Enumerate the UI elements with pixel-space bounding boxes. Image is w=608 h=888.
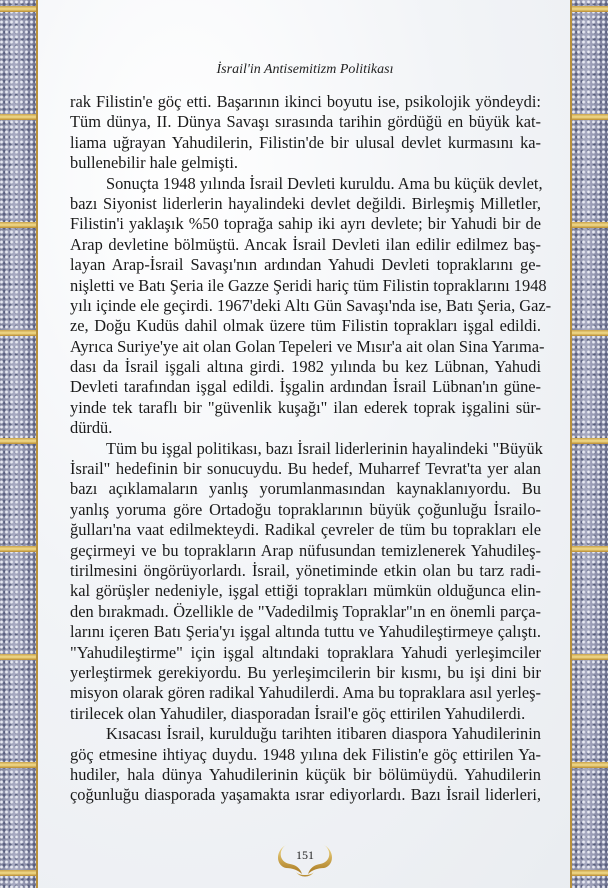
- text-line: Sonuçta 1948 yılında İsrail Devleti kuruldu. Ama bu küçük devlet,: [106, 173, 543, 193]
- text-line: Filistin'i yaklaşık %50 toprağa sahip iki ayrı devlete; bir Yahudi bir de: [70, 214, 541, 234]
- text-line: liama uğrayan Yahudilerin, Filistin'de bir ulusal devlet kurmasını ka-: [70, 132, 541, 152]
- right-marble-pillar-border: [570, 0, 608, 888]
- paragraph: [70, 173, 552, 439]
- text-line: İsrail" hedefinin bir sonucuydu. Bu hedef, Muharref Tevrat'ta yer alan: [70, 459, 541, 479]
- text-line: misyon olarak gören radikal Yahudilerdi. Ama bu topraklara asıl yerleş-: [70, 683, 541, 703]
- text-line: dası da İsrail işgali altına girdi. 1982 yılında bu kez Lübnan, Yahudi: [70, 357, 541, 377]
- text-line: dürdü.: [70, 418, 113, 438]
- paragraph: [70, 724, 541, 806]
- body-text: [70, 92, 552, 806]
- paragraph: [70, 92, 541, 174]
- text-line: bazı Siyonist liderlerin hayalindeki devlet değildi. Birleşmiş Milletler,: [70, 193, 541, 213]
- text-line: bazı açıklamaların yanlış yorumlanmasından kaynaklanıyordu. Bu: [70, 479, 541, 499]
- text-line: Tüm bu işgal politikası, bazı İsrail liderlerinin hayalindeki "Büyük: [106, 438, 543, 458]
- text-line: "Yahudileştirme" için işgal altındaki topraklara Yahudi yerleşimciler: [70, 642, 541, 662]
- text-line: yerleştirmek gerekiyordu. Bu yerleşimcilerin bir kısmı, bu işi dini bir: [70, 662, 541, 682]
- paragraph: [70, 439, 541, 724]
- text-line: hudiler, hala dünya Yahudilerinin küçük bir bölümüydü. Yahudilerin: [70, 764, 541, 784]
- text-line: tirilmesini öngörüyorlardı. İsrail, yönetiminde etkin olan bu tarz radi-: [70, 560, 541, 580]
- text-line: Arap devletine bölmüştü. Ancak İsrail Devleti ilan edilir edilmez baş-: [70, 234, 541, 254]
- text-line: rak Filistin'e göç etti. Başarının ikinci boyutu ise, psikolojik yöndeydi:: [70, 92, 541, 111]
- text-line: kal görüşler nedeniyle, işgal ettiği toprakları mümkün olduğunca elin-: [70, 581, 541, 601]
- running-title: İsrail'in Antisemitizm Politikası: [216, 62, 394, 77]
- text-line: Kısacası İsrail, kurulduğu tarihten itibaren diaspora Yahudilerinin: [106, 724, 541, 744]
- text-line: ğulları'na vaat edilmekteydi. Radikal çevreler de tüm bu toprakları ele: [70, 520, 541, 540]
- left-marble-pillar-border: [0, 0, 38, 888]
- text-line: larını içeren Batı Şeria'yı işgal altında tuttu ve Yahudileştirmeye çalıştı.: [70, 622, 541, 642]
- text-line: geçirmeyi ve bu toprakların Arap nüfusundan temizlenerek Yahudileş-: [70, 540, 541, 560]
- text-line: yılı içinde ele geçirdi. 1967'deki Altı Gün Savaşı'nda ise, Batı Şeria, Gaz-: [70, 295, 552, 315]
- text-line: Tüm dünya, II. Dünya Savaşı sırasında tarihin gördüğü en büyük kat-: [70, 112, 541, 132]
- text-line: Devleti tarafından işgal edildi. İşgalin ardından İsrail Lübnan'ın güne-: [70, 377, 541, 397]
- text-line: bullenebilir hale gelmişti.: [70, 153, 238, 173]
- text-line: göç etmesine ihtiyaç duydu. 1948 yılına dek Filistin'e göç ettirilen Ya-: [70, 744, 541, 764]
- text-line: Ayrıca Suriye'ye ait olan Golan Tepeleri ve Mısır'a ait olan Sina Yarıma-: [70, 336, 545, 356]
- page-footer: [274, 838, 336, 878]
- text-line: yanlış yoruma göre Ortadoğu topraklarının büyük çoğunluğu İsrailo-: [70, 499, 541, 519]
- text-line: layan Arap-İsrail Savaşı'nın ardından Yahudi Devleti topraklarını ge-: [70, 255, 541, 275]
- text-line: den bırakmadı. Özellikle de "Vadedilmiş Topraklar"ın en önemli parça-: [70, 601, 541, 621]
- page-number: 151: [296, 848, 314, 862]
- text-line: çoğunluğu diasporada yaşamakta ısrar ediyorlardı. Bazı İsrail liderleri,: [70, 785, 541, 805]
- text-line: nişletti ve Batı Şeria ile Gazze Şeridi hariç tüm Filistin topraklarını 1948: [70, 275, 547, 295]
- text-line: tirilecek olan Yahudiler, diasporadan İsrail'e göç ettirilen Yahudilerdi.: [70, 703, 526, 723]
- text-line: ze, Doğu Kudüs dahil olmak üzere tüm Filistin toprakları işgal edildi.: [70, 316, 541, 336]
- text-line: yinde tek taraflı bir "güvenlik kuşağı" ilan ederek toprak işgalini sür-: [70, 397, 541, 417]
